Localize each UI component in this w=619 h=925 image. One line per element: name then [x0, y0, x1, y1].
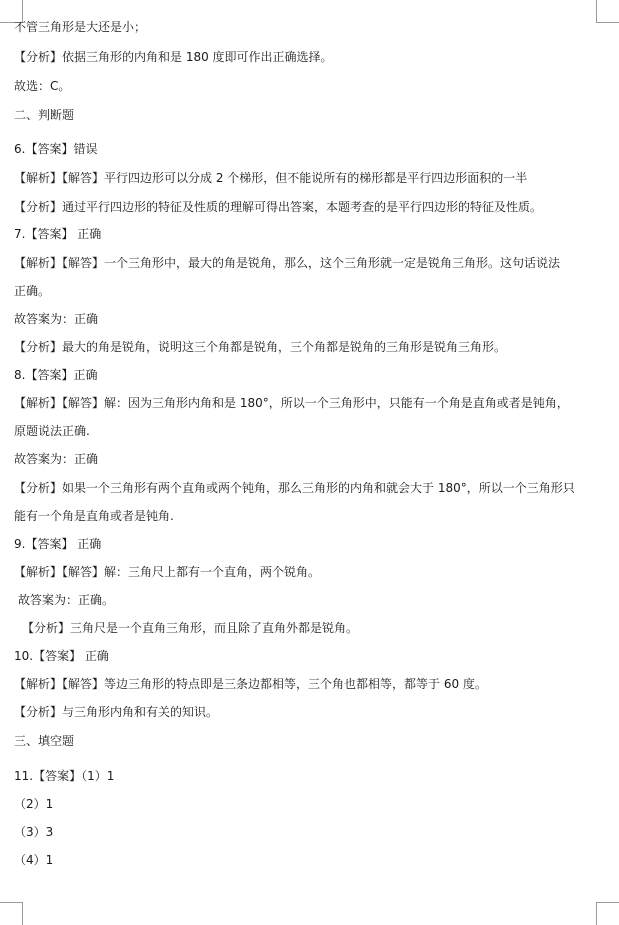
- choice-line: 故选：C。: [14, 79, 71, 93]
- result-line: 故答案为：正确: [14, 312, 99, 326]
- analysis-line: 【分析】如果一个三角形有两个直角或两个钝角，那么三角形的内角和就会大于 180°，所以一个三角形只: [14, 481, 575, 495]
- solution-line-cont: 原题说法正确.: [14, 424, 90, 438]
- solution-line: 【解析】【解答】等边三角形的特点即是三条边都相等，三个角也都相等，都等于 60 度。: [14, 677, 487, 691]
- analysis-line-cont: 能有一个角是直角或者是钝角.: [14, 509, 174, 523]
- result-line: 故答案为：正确。: [18, 593, 115, 607]
- result-line: 故答案为：正确: [14, 452, 99, 466]
- answer-line: 9.【答案】 正确: [14, 537, 102, 551]
- answer-line: 6.【答案】错误: [14, 142, 98, 156]
- solution-line: 【解析】【解答】一个三角形中，最大的角是锐角，那么，这个三角形就一定是锐角三角形。这句话说法: [14, 256, 561, 270]
- answer-line: 7.【答案】 正确: [14, 227, 102, 241]
- text-line: 不管三角形是大还是小；: [14, 20, 147, 34]
- answer-line: 11.【答案】（1）1: [14, 769, 115, 783]
- answer-item: （2）1: [14, 797, 54, 811]
- solution-line: 【解析】【解答】解：因为三角形内角和是 180°，所以一个三角形中，只能有一个角是直角或者是钝角，: [14, 396, 569, 410]
- solution-line-cont: 正确。: [14, 284, 51, 298]
- solution-line: 【解析】【解答】平行四边形可以分成 2 个梯形，但不能说所有的梯形都是平行四边形面积的一半: [14, 171, 528, 185]
- analysis-line: 【分析】最大的角是锐角，说明这三个角都是锐角，三个角都是锐角的三角形是锐角三角形。: [14, 340, 507, 354]
- crop-mark-bottom-right: [596, 902, 619, 925]
- section-heading: 三、填空题: [14, 734, 75, 748]
- solution-line: 【解析】【解答】解：三角尺上都有一个直角，两个锐角。: [14, 565, 321, 579]
- analysis-line: 【分析】与三角形内角和有关的知识。: [14, 705, 219, 719]
- answer-item: （3）3: [14, 825, 54, 839]
- answer-item: （4）1: [14, 853, 54, 867]
- section-heading: 二、判断题: [14, 108, 75, 122]
- analysis-line: 【分析】依据三角形的内角和是 180 度即可作出正确选择。: [14, 50, 333, 64]
- analysis-line: 【分析】三角尺是一个直角三角形，而且除了直角外都是锐角。: [22, 621, 359, 635]
- answer-line: 8.【答案】正确: [14, 368, 98, 382]
- answer-line: 10.【答案】 正确: [14, 649, 109, 663]
- crop-mark-bottom-left: [0, 902, 23, 925]
- analysis-line: 【分析】通过平行四边形的特征及性质的理解可得出答案，本题考查的是平行四边形的特征及性质。: [14, 200, 543, 214]
